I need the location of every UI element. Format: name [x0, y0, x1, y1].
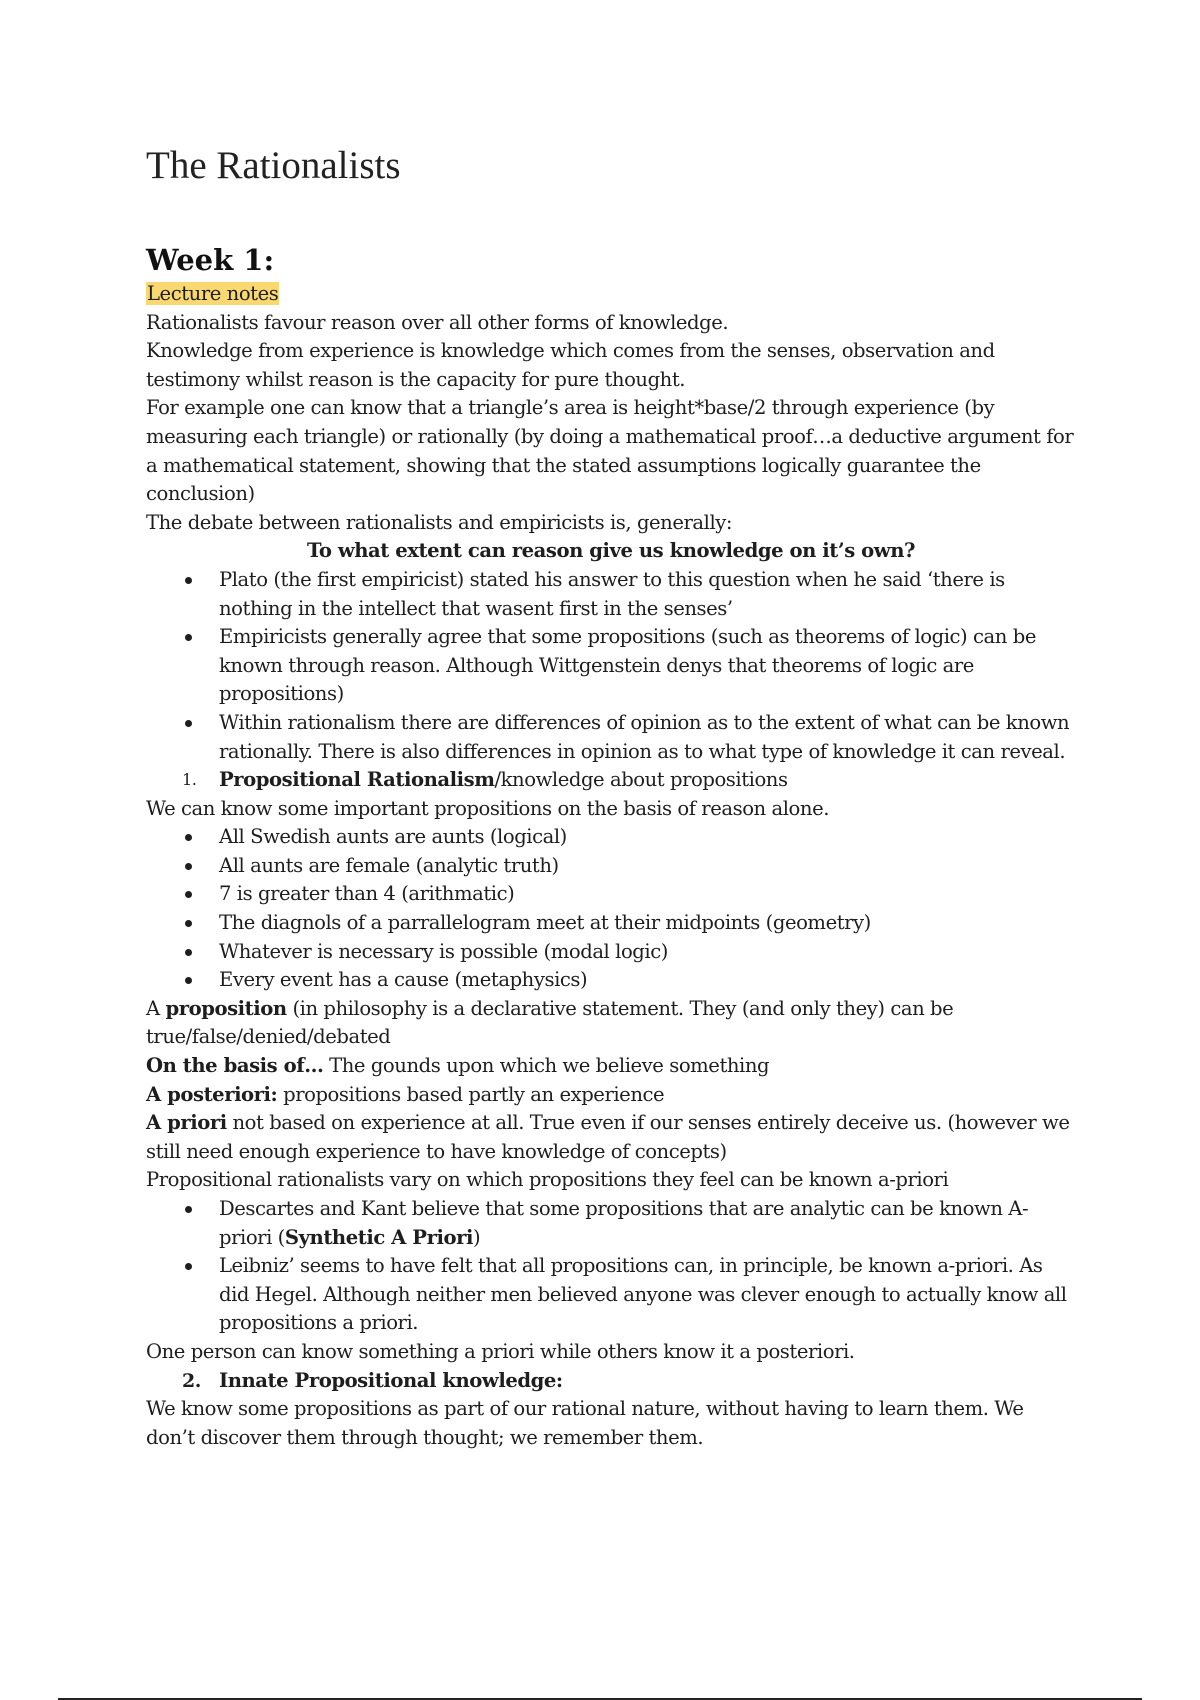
section-label-line [146, 280, 1076, 309]
debate-bullet-3 [219, 709, 1076, 766]
debate-bullet-2-text: Empiricists generally agree that some propositions (such as theorems of logic) can be known through reason. Although Wittgenstein denys that theorems of logic are propositions) [219, 625, 1036, 706]
bullet-dot-icon [185, 949, 192, 956]
vary-bullet-1-bold: Synthetic A Priori [284, 1225, 473, 1249]
definition-proposition-text: (in philosophy is a declarative statement. They (and only they) can be true/false/denied/debated [146, 996, 954, 1049]
item1-intro: We can know some important propositions on the basis of reason alone. [146, 796, 829, 820]
intro-line-3: For example one can know that a triangle’s area is height*base/2 through experience (by measuring each triangle) or rationally (by doing a mathematical proof…a deductive argument for a mathematical statement, showing that the stated assumptions logically guarantee the conclusion) [146, 396, 1074, 506]
central-question: To what extent can reason give us knowledge on it’s own? [306, 539, 916, 563]
bullet-dot-icon [185, 977, 192, 984]
example-bullet-1-text: All Swedish aunts are aunts (logical) [219, 825, 567, 849]
definition-basis [146, 1052, 1076, 1081]
example-bullet-6 [219, 966, 1076, 995]
section-label-highlight: Lecture notes [147, 282, 279, 305]
week-heading: Week 1: [146, 243, 275, 277]
bullet-dot-icon [185, 834, 192, 841]
vary-bullet-1-text: Descartes and Kant believe that some propositions that are analytic can be known A-priori ( [219, 1197, 1029, 1249]
example-bullet-2-text: All aunts are female (analytic truth) [219, 853, 559, 877]
example-bullet-2 [219, 852, 1076, 881]
intro-line-4: The debate between rationalists and empiricists is, generally: [146, 510, 733, 534]
numbered-item-1-suffix: /knowledge about propositions [494, 768, 788, 792]
vary-bullet-list [146, 1195, 1076, 1338]
definition-posteriori [146, 1081, 1076, 1110]
definition-posteriori-text: propositions based partly an experience [277, 1082, 665, 1106]
example-bullet-3 [219, 880, 1076, 909]
example-bullet-4-text: The diagnols of a parrallelogram meet at their midpoints (geometry) [219, 911, 871, 935]
definition-priori [146, 1109, 1076, 1166]
definition-proposition-term: proposition [165, 996, 287, 1020]
definition-proposition [146, 995, 1076, 1052]
example-bullet-6-text: Every event has a cause (metaphysics) [219, 968, 588, 992]
bullet-dot-icon [185, 891, 192, 898]
example-bullet-1 [219, 823, 1076, 852]
example-bullet-3-text: 7 is greater than 4 (arithmatic) [219, 882, 515, 906]
example-bullet-5-text: Whatever is necessary is possible (modal logic) [219, 939, 668, 963]
numbered-item-1-number: 1. [182, 770, 197, 790]
debate-bullet-list [146, 566, 1076, 766]
bullet-dot-icon [185, 1263, 192, 1270]
document-title: The Rationalists [146, 144, 401, 187]
definition-proposition-lead: A [146, 996, 166, 1020]
numbered-item-1-title: Propositional Rationalism [219, 768, 495, 792]
vary-line: Propositional rationalists vary on which propositions they feel can be known a-priori [146, 1168, 949, 1192]
intro-line-2: Knowledge from experience is knowledge which comes from the senses, observation and testimony whilst reason is the capacity for pure thought. [146, 339, 995, 391]
numbered-item-1 [146, 766, 1076, 795]
definition-priori-text: not based on experience at all. True even if our senses entirely deceive us. (however we still need enough experience to have knowledge of concepts) [146, 1111, 1070, 1163]
vary-bullet-2 [219, 1252, 1076, 1338]
intro-line-1: Rationalists favour reason over all other forms of knowledge. [146, 310, 729, 334]
definition-posteriori-term: A posteriori: [146, 1082, 278, 1106]
bullet-dot-icon [185, 920, 192, 927]
vary-bullet-1 [219, 1195, 1076, 1252]
numbered-item-2 [146, 1367, 1076, 1396]
document-page [146, 140, 1076, 1452]
one-person-line: One person can know something a priori while others know it a posteriori. [146, 1339, 855, 1363]
vary-bullet-2-text: Leibniz’ seems to have felt that all propositions can, in principle, be known a-priori. As did Hegel. Although neither men believed anyone was clever enough to actually know all propositions a priori. [219, 1254, 1067, 1335]
bullet-dot-icon [185, 863, 192, 870]
numbered-item-2-number: 2. [182, 1369, 201, 1392]
debate-bullet-2 [219, 623, 1076, 709]
numbered-item-2-title: Innate Propositional knowledge: [219, 1368, 563, 1392]
debate-bullet-1 [219, 566, 1076, 623]
definition-priori-term: A priori [146, 1111, 227, 1135]
examples-bullet-list [146, 823, 1076, 995]
definition-basis-text: The gounds upon which we believe something [323, 1054, 770, 1078]
example-bullet-4 [219, 909, 1076, 938]
debate-bullet-3-text: Within rationalism there are differences of opinion as to the extent of what can be known rationally. There is also differences in opinion as to what type of knowledge it can reveal. [219, 710, 1070, 763]
vary-bullet-1-close: ) [472, 1225, 481, 1249]
bullet-dot-icon [185, 720, 192, 727]
bullet-dot-icon [185, 634, 192, 641]
definition-basis-term: On the basis of… [146, 1054, 324, 1078]
bullet-dot-icon [185, 1206, 192, 1213]
item2-text: We know some propositions as part of our rational nature, without having to learn them. We don’t discover them through thought; we remember them. [146, 1397, 1024, 1449]
debate-bullet-1-text: Plato (the first empiricist) stated his answer to this question when he said ‘there is nothing in the intellect that wasent first in the senses’ [219, 567, 1005, 620]
example-bullet-5 [219, 938, 1076, 967]
bullet-dot-icon [185, 577, 192, 584]
